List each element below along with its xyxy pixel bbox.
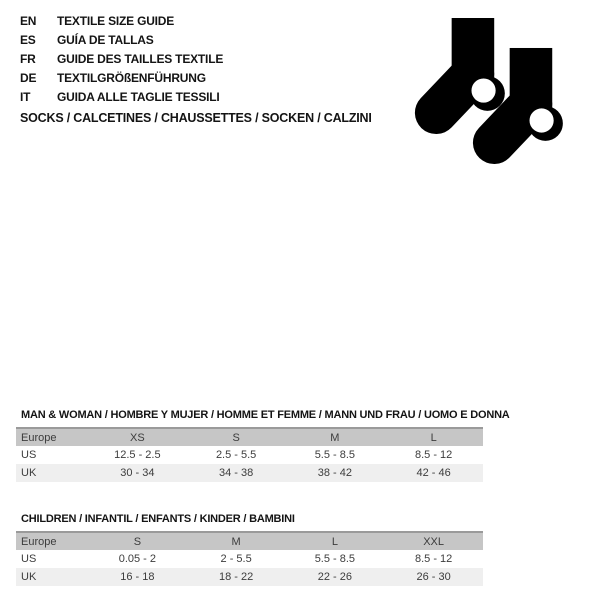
language-code: FR [20, 51, 36, 66]
size-table-children [16, 531, 483, 586]
table-title: MAN & WOMAN / HOMBRE Y MUJER / HOMME ET FEMME / MANN UND FRAU / UOMO E DONNA [21, 409, 510, 421]
language-row-fr [20, 49, 223, 68]
col-header-size: XS [130, 431, 145, 444]
size-value: 26 - 30 [416, 571, 451, 583]
table-row-us [16, 446, 483, 464]
size-value: 18 - 22 [219, 571, 254, 583]
col-header-region: Europe [21, 535, 57, 548]
language-code: IT [20, 89, 31, 104]
table-row-uk [16, 568, 483, 586]
col-header-size: L [331, 535, 338, 548]
col-header-region: Europe [21, 431, 57, 444]
size-value: 22 - 26 [317, 571, 352, 583]
language-code: DE [20, 70, 37, 85]
table-title: CHILDREN / INFANTIL / ENFANTS / KINDER / BAMBINI [21, 513, 295, 525]
size-value: 5.5 - 8.5 [314, 553, 356, 565]
col-header-size: M [330, 431, 340, 444]
socks-icon-svg [408, 18, 563, 165]
language-code: ES [20, 32, 36, 47]
language-row-it [20, 87, 223, 106]
table-header-row [16, 532, 483, 550]
table-row-us [16, 550, 483, 568]
size-value: 38 - 42 [317, 467, 352, 479]
size-value: 12.5 - 2.5 [114, 449, 161, 461]
language-code: EN [20, 13, 37, 28]
size-value: 34 - 38 [219, 467, 254, 479]
row-label: UK [21, 467, 37, 479]
col-header-size: M [231, 535, 241, 548]
size-table-man-woman [16, 427, 483, 482]
size-value: 16 - 18 [120, 571, 155, 583]
col-header-size: L [430, 431, 437, 444]
size-value: 8.5 - 12 [414, 553, 453, 565]
language-row-en [20, 11, 223, 30]
row-label: US [21, 449, 37, 461]
row-label: US [21, 553, 37, 565]
size-value: 8.5 - 12 [414, 449, 453, 461]
size-value: 42 - 46 [416, 467, 451, 479]
language-row-es [20, 30, 223, 49]
language-list [20, 11, 223, 106]
table-row-uk [16, 464, 483, 482]
col-header-size: S [133, 535, 142, 548]
language-row-de [20, 68, 223, 87]
size-value: 2 - 5.5 [220, 553, 252, 565]
language-label: GUIDA ALLE TAGLIE TESSILI [57, 89, 220, 104]
size-value: 30 - 34 [120, 467, 155, 479]
table-section-children [16, 513, 483, 586]
table-section-man-woman [16, 409, 510, 482]
table-header-row [16, 428, 483, 446]
socks-icon [408, 18, 563, 165]
language-label: TEXTILGRÖßENFÜHRUNG [57, 70, 206, 85]
language-label: TEXTILE SIZE GUIDE [57, 13, 175, 28]
language-label: GUÍA DE TALLAS [57, 32, 154, 47]
col-header-size: XXL [423, 535, 445, 548]
size-value: 0.05 - 2 [118, 553, 157, 565]
language-label: GUIDE DES TAILLES TEXTILE [57, 51, 224, 66]
size-value: 5.5 - 8.5 [314, 449, 356, 461]
category-heading: SOCKS / CALCETINES / CHAUSSETTES / SOCKEN / CALZINI [20, 111, 372, 125]
row-label: UK [21, 571, 37, 583]
size-value: 2.5 - 5.5 [215, 449, 257, 461]
col-header-size: S [232, 431, 240, 444]
